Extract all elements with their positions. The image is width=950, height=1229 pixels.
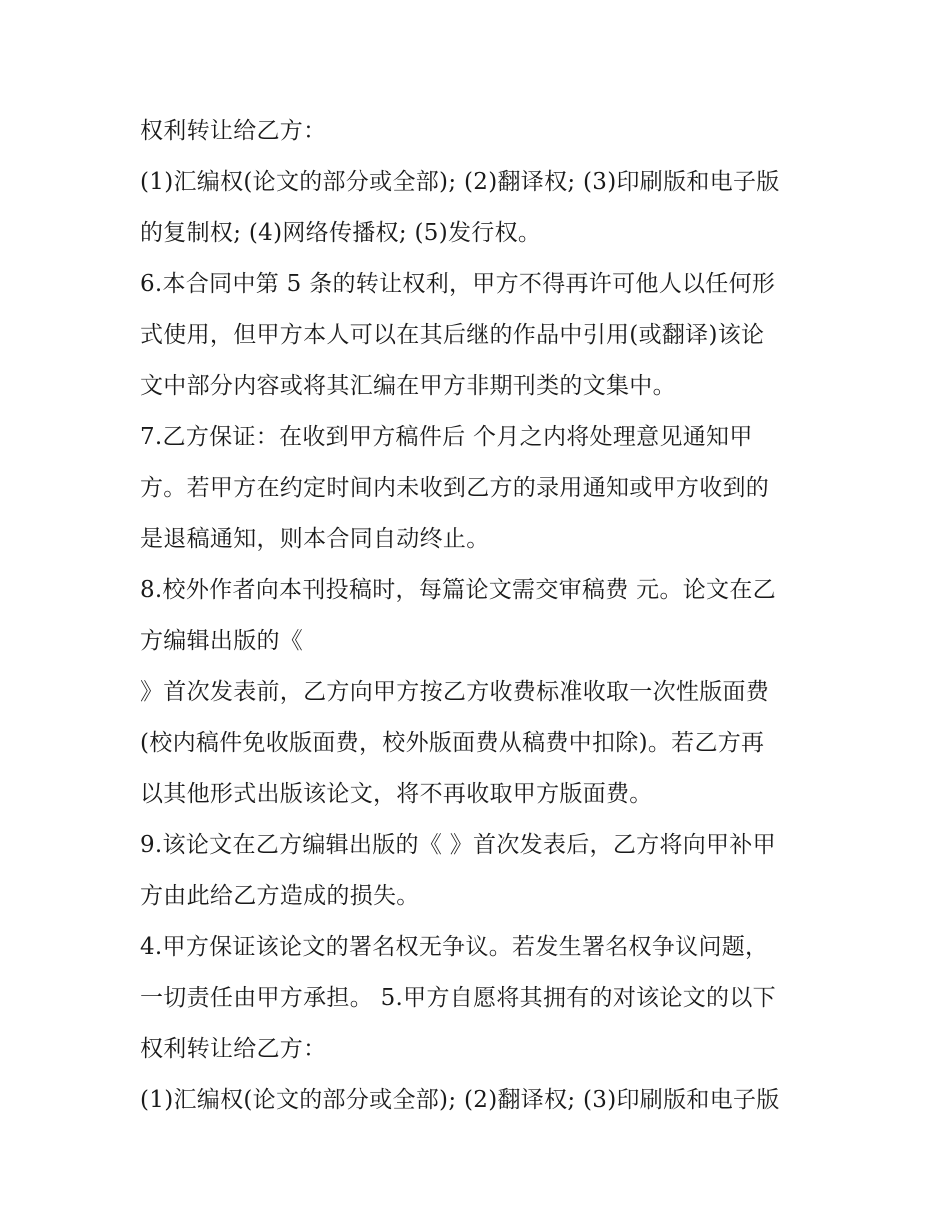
text-line: 方。若甲方在约定时间内未收到乙方的录用通知或甲方收到的 <box>140 475 770 501</box>
text-line: 7.乙方保证：在收到甲方稿件后 个月之内将处理意见通知甲 <box>140 424 753 450</box>
text-line: 文中部分内容或将其汇编在甲方非期刊类的文集中。 <box>140 373 676 399</box>
text-line: (1)汇编权(论文的部分或全部); (2)翻译权; (3)印刷版和电子版 <box>140 1087 780 1113</box>
text-line: 4.甲方保证该论文的署名权无争议。若发生署名权争议问题， <box>140 934 769 960</box>
text-line: (1)汇编权(论文的部分或全部); (2)翻译权; (3)印刷版和电子版 <box>140 169 780 195</box>
text-line: 》首次发表前，乙方向甲方按乙方收费标准收取一次性版面费 <box>140 679 770 705</box>
text-line: 6.本合同中第 5 条的转让权利，甲方不得再许可他人以任何形 <box>140 271 776 297</box>
text-line: 的复制权; (4)网络传播权; (5)发行权。 <box>140 220 542 246</box>
text-line: 以其他形式出版该论文，将不再收取甲方版面费。 <box>140 781 653 807</box>
contract-text <box>140 106 820 1126</box>
text-line: 方由此给乙方造成的损失。 <box>140 883 420 909</box>
text-line: 一切责任由甲方承担。 5.甲方自愿将其拥有的对该论文的以下 <box>140 985 776 1011</box>
text-line: 9.该论文在乙方编辑出版的《 》首次发表后，乙方将向甲补甲 <box>140 832 776 858</box>
text-line: 权利转让给乙方： <box>140 118 327 144</box>
text-line: 方编辑出版的《 <box>140 628 304 654</box>
text-line: (校内稿件免收版面费，校外版面费从稿费中扣除)。若乙方再 <box>140 730 765 756</box>
text-line: 式使用，但甲方本人可以在其后继的作品中引用(或翻译)该论 <box>140 322 765 348</box>
text-line: 权利转让给乙方： <box>140 1036 327 1062</box>
text-line: 8.校外作者向本刊投稿时，每篇论文需交审稿费 元。论文在乙 <box>140 577 776 603</box>
text-line: 是退稿通知，则本合同自动终止。 <box>140 526 490 552</box>
